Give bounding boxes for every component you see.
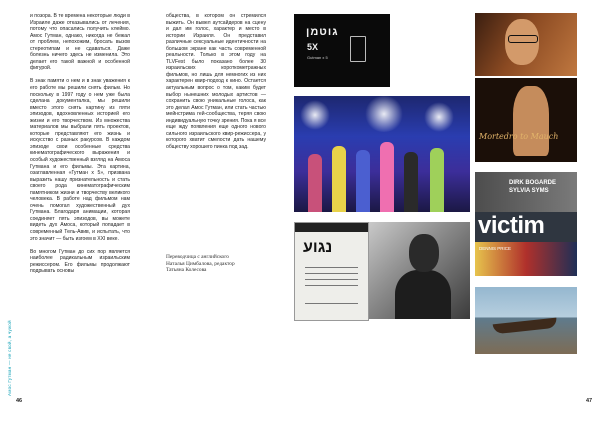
performer [430, 148, 444, 212]
script-caption: Mortedro to Mauch [479, 132, 559, 141]
flyer-text-line [305, 279, 358, 280]
sign-hebrew: גוטמן [306, 26, 339, 38]
performer [332, 146, 346, 212]
stage-light [424, 102, 454, 132]
poster-title: victim [478, 212, 545, 239]
flyer-text-line [305, 273, 358, 274]
poster-small-text: DENNIS PRICE [479, 246, 512, 251]
cast-name: DIRK BOGARDE [509, 180, 557, 186]
flyer-title: נגוע [303, 239, 333, 256]
performer [356, 150, 370, 212]
photo-film-still [475, 78, 577, 162]
portrait-body [395, 270, 451, 319]
article-column-2 [166, 13, 266, 157]
performer [380, 142, 394, 212]
flyer-text-line [305, 267, 358, 268]
poster-cast [509, 180, 556, 195]
portrait-head [409, 234, 439, 272]
paragraph: В знак памяти о нем и в знак уважения к его работе мы решили снять фильм. Но поскольку в 1997 году о нем уже была сделана документалка, мы решили вместо этого снять картину из пяти эпизодов, вдохновленных историей его жизни и его творчеством. Из множества материалов мы выбрали пять проектов, которые представляют его жизнь и искусство с разных ракурсов. В каждом эпизоде свои особенные средства кинематографического выражения и особый художественный взгляд на Амоса Гутмана и его фильмы. Эта картина, озаглавленная «Гутман x 5», призвана выразить нашу признательность и стать своего рода кинематографическим памятником жизни и творчеству великого человека. В работе над фильмом нам очень помогал художественный дух Гутмана. Благодаря анимации, которая соединяет пять эпизодов, вы можете видеть дух Амоса, который попадает в современный Тель-Авив, и испытать, что это значит — быть изгоем в XXI веке. [30, 78, 130, 242]
article-column-1 [30, 13, 130, 281]
boat [493, 318, 558, 335]
performer [308, 154, 322, 212]
photo-gutman-sign [294, 14, 390, 87]
page-number-right: 47 [586, 398, 593, 404]
figure [513, 86, 549, 156]
photo-victim-poster [475, 172, 577, 276]
paragraph: общества, в котором он стремился выжить. Он вывел аутсайдеров на сцену и дал им голос, характер и место в истории Израиля. Он представил различные сексуальные идентичности на большом экране как часть современной реальности. Только в этом году на TLVFest было показано более 30 израильских короткометражных фильмов, но лишь для немногих из них характерен квир-подход к кино. Остается актуальным вопрос о том, каким будет выбор нынешних молодых артистов — сохранить свою уникальные голоса, как это делал Амос Гутман, или стать частью мейнстрима гей-сообщества, теряя свою индивидуальную точку зрения. Пока я все еще жду появления еще одного нового сильного израильского квир-режиссера, у которого хватит смелости дать нашему обществу хорошего пинка под зад. [166, 13, 266, 150]
photo-film-flyer [294, 222, 369, 321]
page-number-left: 46 [16, 398, 23, 404]
credit-line: Наталья Цимбалова, редактор [166, 260, 235, 267]
paragraph: Во многом Гутман до сих пор является наиболее радикальным израильским режиссером. Его фильмы продолжают подрывать основы [30, 248, 130, 275]
photo-seashore [475, 287, 577, 354]
flyer-header-bar [295, 223, 368, 232]
sign-subtitle: Gutman x 5 [307, 55, 328, 60]
stage-light [300, 100, 330, 130]
stage-light [364, 96, 404, 132]
flyer-text-line [305, 285, 358, 286]
flyer-text-line [305, 303, 358, 304]
credit-line: Переводчица с английского [166, 254, 230, 260]
glasses [508, 35, 538, 43]
lit-window [350, 36, 366, 62]
performer [404, 152, 418, 212]
photo-bw-portrait [369, 222, 470, 319]
photo-man-glasses [475, 13, 577, 76]
translator-credit [166, 254, 266, 274]
sign-number: 5X [307, 42, 319, 52]
cast-name: SYLVIA SYMS [509, 187, 549, 194]
running-head: Амос Гутман — не свой, а чужой [7, 320, 12, 396]
credit-line: Татьяна Колесова [166, 267, 207, 274]
photo-stage-performance [294, 96, 470, 212]
paragraph: и позора. В те времена некоторые люди в Израиле даже отказывались от лечения, потому что опасались получить клеймо. Амос Гутман, однако, никогда не бежал от проблем, непохожим, бросать вызов стереотипам и не сдаваться. Даже болезнь ничего здесь не изменила. Это делает его такой важной и особенной фигурой. [30, 13, 130, 72]
